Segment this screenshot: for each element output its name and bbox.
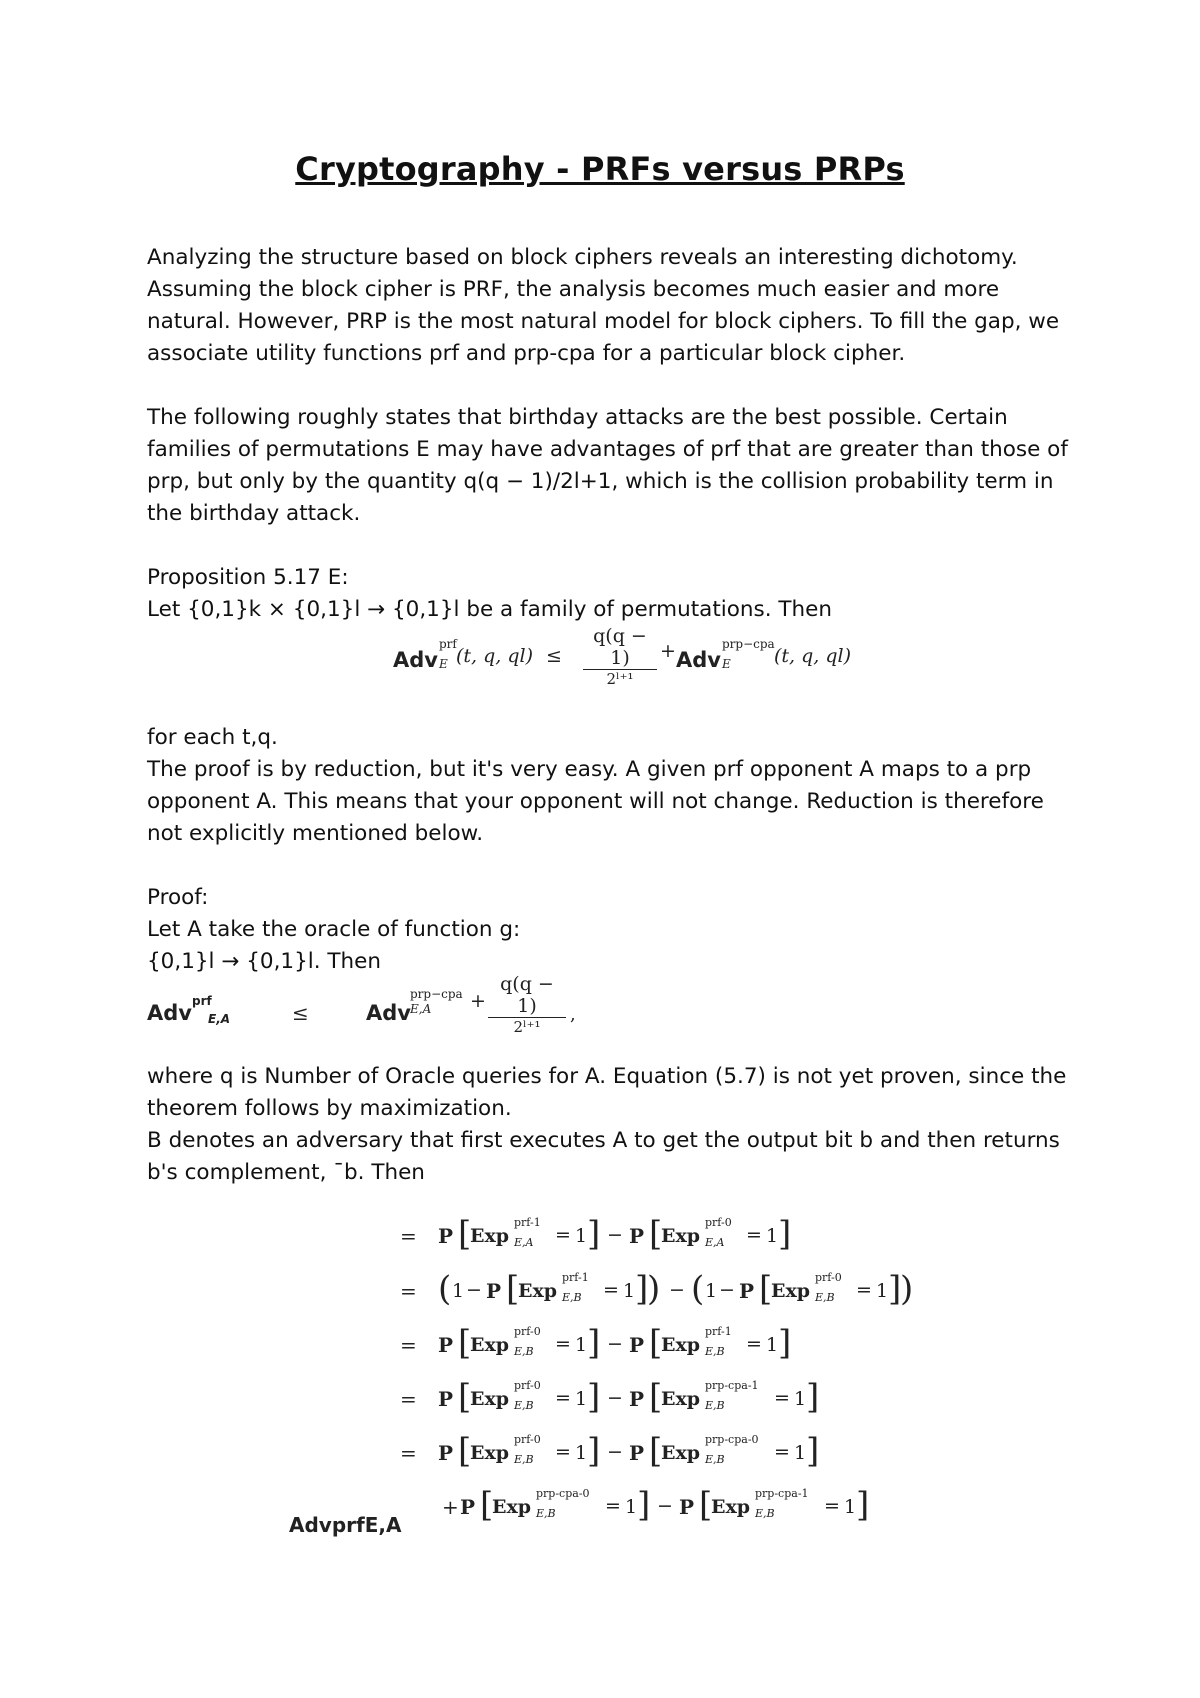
right-paren: )	[900, 1269, 914, 1309]
adv-symbol: Adv	[147, 1001, 192, 1025]
left-bracket: [	[649, 1323, 663, 1363]
equals-sign: =	[555, 1387, 571, 1409]
left-paren: (	[438, 1269, 452, 1309]
probability-symbol: P	[629, 1224, 645, 1248]
probability-symbol: P	[438, 1387, 454, 1411]
denominator: 2ˡ⁺¹	[513, 1018, 541, 1036]
paragraph-line: b's complement, ¯b. Then	[147, 1160, 425, 1185]
right-bracket: ]	[637, 1485, 651, 1525]
subscript: E,B	[815, 1291, 835, 1304]
exp-symbol: Exp	[470, 1334, 510, 1356]
superscript: prf-1	[562, 1271, 589, 1284]
exp-symbol: Exp	[470, 1388, 510, 1410]
paragraph-line: the birthday attack.	[147, 501, 361, 526]
paragraph-line: {0,1}l → {0,1}l. Then	[147, 949, 382, 974]
superscript: prp-cpa-0	[705, 1433, 759, 1446]
subscript: E,B	[705, 1399, 725, 1412]
equals-sign: =	[605, 1495, 621, 1517]
minus-sign: −	[719, 1279, 735, 1301]
operator-sign: −	[607, 1333, 623, 1355]
probability-symbol: P	[486, 1279, 502, 1303]
exp-symbol: Exp	[661, 1225, 701, 1247]
paragraph-line: The proof is by reduction, but it's very easy. A given prf opponent A maps to a prp	[147, 757, 1032, 782]
right-bracket: ]	[587, 1323, 601, 1363]
paragraph-line: Assuming the block cipher is PRF, the analysis becomes much easier and more	[147, 277, 1000, 302]
probability-symbol: P	[438, 1224, 454, 1248]
paragraph-line: theorem follows by maximization.	[147, 1096, 512, 1121]
subscript: E,B	[705, 1453, 725, 1466]
equals-sign: =	[856, 1279, 872, 1301]
proposition-statement: Let {0,1}k × {0,1}l → {0,1}l be a family of permutations. Then	[147, 597, 832, 622]
left-bracket: [	[480, 1485, 494, 1525]
paragraph-line: associate utility functions prf and prp-cpa for a particular block cipher.	[147, 341, 906, 366]
equals-sign: =	[555, 1333, 571, 1355]
right-bracket: ]	[856, 1485, 870, 1525]
right-bracket: ]	[888, 1269, 902, 1309]
one: 1	[625, 1496, 638, 1518]
exp-symbol: Exp	[661, 1388, 701, 1410]
paragraph-line: B denotes an adversary that first executes A to get the output bit b and then returns	[147, 1128, 1060, 1153]
operator-sign: −	[607, 1224, 623, 1246]
right-bracket: ]	[806, 1377, 820, 1417]
less-equal: ≤	[546, 645, 562, 667]
equals-sign: =	[555, 1441, 571, 1463]
right-paren: )	[647, 1269, 661, 1309]
equals-sign: =	[603, 1279, 619, 1301]
superscript: prf-1	[705, 1325, 732, 1338]
subscript: E	[439, 657, 448, 671]
subscript: E,B	[562, 1291, 582, 1304]
comma: ,	[570, 1004, 576, 1025]
one: 1	[575, 1334, 588, 1356]
relation-sign: =	[400, 1333, 417, 1357]
subscript: E,B	[755, 1507, 775, 1520]
one: 1	[575, 1442, 588, 1464]
subscript: E,B	[514, 1453, 534, 1466]
exp-symbol: Exp	[771, 1280, 811, 1302]
exp-symbol: Exp	[492, 1496, 532, 1518]
one: 1	[766, 1334, 779, 1356]
right-bracket: ]	[587, 1377, 601, 1417]
paragraph-line: Analyzing the structure based on block ciphers reveals an interesting dichotomy.	[147, 245, 1018, 270]
left-bracket: [	[458, 1323, 472, 1363]
adv-symbol: Adv	[393, 648, 438, 672]
right-bracket: ]	[635, 1269, 649, 1309]
adv-symbol: Adv	[676, 648, 721, 672]
one: 1	[844, 1496, 857, 1518]
equals-sign: =	[555, 1224, 571, 1246]
left-bracket: [	[649, 1214, 663, 1254]
superscript: prf	[439, 637, 457, 651]
numerator: q(q − 1)	[488, 973, 566, 1018]
subscript: E,A	[514, 1236, 534, 1249]
operator-sign: −	[669, 1279, 685, 1301]
equals-sign: =	[746, 1333, 762, 1355]
superscript: prf-0	[514, 1433, 541, 1446]
operator-sign: −	[607, 1441, 623, 1463]
superscript: prf-0	[815, 1271, 842, 1284]
left-paren: (	[691, 1269, 705, 1309]
probability-symbol: P	[629, 1387, 645, 1411]
paragraph-line: opponent A. This means that your opponent will not change. Reduction is therefore	[147, 789, 1044, 814]
paragraph-line: natural. However, PRP is the most natural model for block ciphers. To fill the gap, we	[147, 309, 1060, 334]
fraction	[583, 625, 657, 688]
equals-sign: =	[774, 1387, 790, 1409]
subscript: E,A	[410, 1002, 432, 1016]
equals-sign: =	[824, 1495, 840, 1517]
adv-symbol: Adv	[366, 1001, 411, 1025]
subscript: E,B	[536, 1507, 556, 1520]
one: 1	[794, 1442, 807, 1464]
operator-sign: −	[657, 1495, 673, 1517]
left-bracket: [	[506, 1269, 520, 1309]
subscript: E,B	[705, 1345, 725, 1358]
right-bracket: ]	[587, 1214, 601, 1254]
exp-symbol: Exp	[661, 1442, 701, 1464]
subscript: E	[722, 657, 731, 671]
left-bracket: [	[699, 1485, 713, 1525]
subscript: E,A	[208, 1012, 231, 1026]
minus-sign: −	[466, 1279, 482, 1301]
paragraph-line: not explicitly mentioned below.	[147, 821, 484, 846]
derivation-lhs-label: AdvprfE,A	[289, 1513, 402, 1537]
one: 1	[623, 1280, 636, 1302]
left-bracket: [	[458, 1431, 472, 1471]
exp-symbol: Exp	[711, 1496, 751, 1518]
equals-sign: =	[774, 1441, 790, 1463]
superscript: prp-cpa-0	[536, 1487, 590, 1500]
exp-symbol: Exp	[470, 1225, 510, 1247]
relation-sign: =	[400, 1279, 417, 1303]
left-bracket: [	[649, 1377, 663, 1417]
proof-title: Proof:	[147, 885, 209, 910]
exp-symbol: Exp	[661, 1334, 701, 1356]
left-bracket: [	[458, 1377, 472, 1417]
one: 1	[705, 1280, 718, 1302]
left-bracket: [	[458, 1214, 472, 1254]
superscript: prf-1	[514, 1216, 541, 1229]
subscript: E,B	[514, 1399, 534, 1412]
relation-sign: =	[400, 1441, 417, 1465]
arguments: (t, q, ql)	[456, 645, 534, 667]
subscript: E,B	[514, 1345, 534, 1358]
superscript: prf	[192, 994, 212, 1008]
plus-sign: +	[470, 990, 486, 1012]
right-bracket: ]	[778, 1214, 792, 1254]
probability-symbol: P	[438, 1333, 454, 1357]
relation-sign: =	[400, 1224, 417, 1248]
paragraph-line: Let A take the oracle of function g:	[147, 917, 521, 942]
proposition-title: Proposition 5.17 E:	[147, 565, 349, 590]
superscript: prp−cpa	[722, 637, 775, 651]
paragraph-line: The following roughly states that birthday attacks are the best possible. Certain	[147, 405, 1008, 430]
plus-sign: +	[660, 640, 676, 662]
probability-symbol: P	[460, 1495, 476, 1519]
right-bracket: ]	[587, 1431, 601, 1471]
paragraph-line: prp, but only by the quantity q(q − 1)/2l+1, which is the collision probability term in	[147, 469, 1054, 494]
one: 1	[766, 1225, 779, 1247]
one: 1	[876, 1280, 889, 1302]
one: 1	[575, 1225, 588, 1247]
less-equal: ≤	[292, 1001, 309, 1025]
fraction	[488, 973, 566, 1036]
one: 1	[794, 1388, 807, 1410]
one: 1	[575, 1388, 588, 1410]
superscript: prp−cpa	[410, 987, 463, 1001]
superscript: prf-0	[514, 1325, 541, 1338]
right-bracket: ]	[806, 1431, 820, 1471]
probability-symbol: P	[629, 1441, 645, 1465]
superscript: prp-cpa-1	[705, 1379, 759, 1392]
page-title: Cryptography - PRFs versus PRPs	[295, 150, 905, 188]
right-bracket: ]	[778, 1323, 792, 1363]
denominator: 2ˡ⁺¹	[606, 670, 634, 688]
numerator: q(q − 1)	[583, 625, 657, 670]
left-bracket: [	[759, 1269, 773, 1309]
relation-sign: =	[400, 1387, 417, 1411]
operator-sign: −	[607, 1387, 623, 1409]
paragraph-line: where q is Number of Oracle queries for A. Equation (5.7) is not yet proven, since the	[147, 1064, 1067, 1089]
superscript: prf-0	[514, 1379, 541, 1392]
exp-symbol: Exp	[470, 1442, 510, 1464]
equals-sign: =	[746, 1224, 762, 1246]
subscript: E,A	[705, 1236, 725, 1249]
paragraph-line: for each t,q.	[147, 725, 278, 750]
left-bracket: [	[649, 1431, 663, 1471]
arguments: (t, q, ql)	[774, 645, 852, 667]
superscript: prf-0	[705, 1216, 732, 1229]
paragraph-line: families of permutations E may have advantages of prf that are greater than those of	[147, 437, 1068, 462]
probability-symbol: P	[629, 1333, 645, 1357]
probability-symbol: P	[679, 1495, 695, 1519]
relation-sign: +	[442, 1495, 459, 1519]
superscript: prp-cpa-1	[755, 1487, 809, 1500]
exp-symbol: Exp	[518, 1280, 558, 1302]
probability-symbol: P	[438, 1441, 454, 1465]
probability-symbol: P	[739, 1279, 755, 1303]
one: 1	[452, 1280, 465, 1302]
